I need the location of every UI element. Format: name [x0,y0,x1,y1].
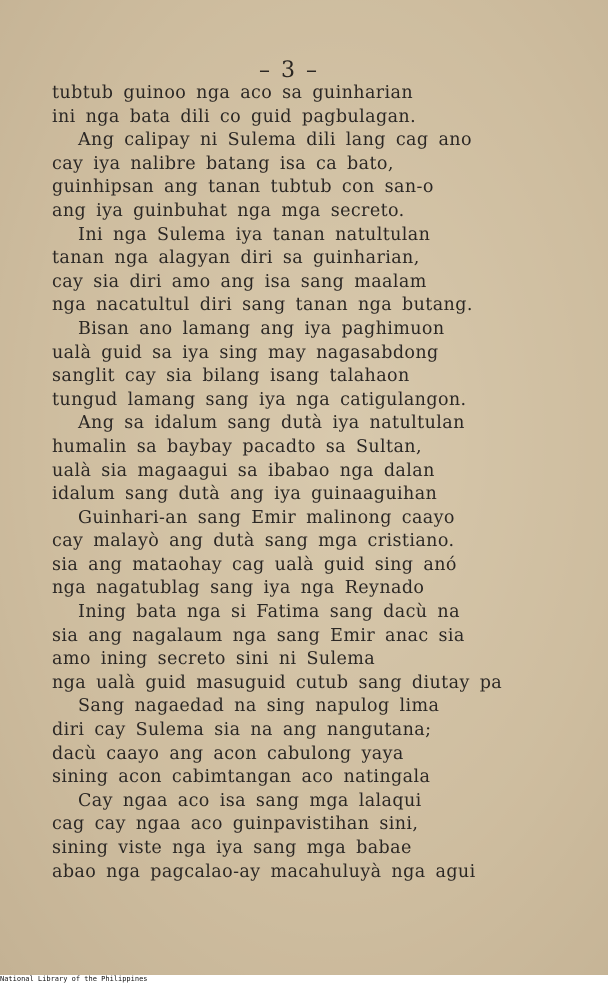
text-line: guinhipsan ang tanan tubtub con san-o [52,177,434,198]
text-line: cag cay ngaa aco guinpavistihan sini, [52,814,419,835]
text-line: cay iya nalibre batang isa ca bato, [52,153,394,174]
text-line: tungud lamang sang iya nga catigulangon. [52,389,467,410]
text-line: nga nacatultul diri sang tanan nga butang. [52,295,473,316]
text-line: Ang calipay ni Sulema dili lang cag ano [78,130,472,151]
text-line: idalum sang dutà ang iya guinaaguihan [52,484,438,505]
text-line: Ini nga Sulema iya tanan natultulan [78,224,431,245]
text-line: tanan nga alagyan diri sa guinharian, [52,248,420,269]
text-line: Guinhari-an sang Emir malinong caayo [78,507,455,528]
text-line: dacù caayo ang acon cabulong yaya [52,743,404,764]
text-line: Ining bata nga si Fatima sang dacù na [78,602,460,623]
verse-text [52,82,552,884]
text-line: ualà guid sa iya sing may nagasabdong [52,342,439,363]
text-line: sia ang nagalaum nga sang Emir anac sia [52,625,465,646]
text-line: tubtub guinoo nga aco sa guinharian [52,83,414,103]
text-line: amo ining secreto sini ni Sulema [52,649,376,670]
text-line: diri cay Sulema sia na ang nangutana; [52,720,432,741]
text-line: sanglit cay sia bilang isang talahaon [52,366,410,387]
text-line: cay malayò ang dutà sang mga cristiano. [52,531,455,552]
text-line: abao nga pagcalao-ay macahuluyà nga agui [52,861,476,882]
text-line: Cay ngaa aco isa sang mga lalaqui [78,790,422,811]
text-line: sia ang mataohay cag ualà guid sing anó [52,554,457,575]
text-line: sining viste nga iya sang mga babae [52,838,412,858]
text-line: cay sia diri amo ang isa sang maalam [52,271,427,292]
text-line: ang iya guinbuhat nga mga secreto. [52,200,405,221]
text-line: nga ualà guid masuguid cutub sang diutay pa [52,672,503,693]
library-credit: National Library of the Philippines [0,975,148,983]
text-line: ini nga bata dili co guid pagbulagan. [52,106,417,127]
text-line: nga nagatublag sang iya nga Reynado [52,578,425,599]
text-line: humalin sa baybay pacadto sa Sultan, [52,436,422,457]
text-line: Sang nagaedad na sing napulog lima [78,696,440,717]
page-number: – 3 – [259,58,319,83]
text-line: sining acon cabimtangan aco natingala [52,767,431,788]
text-line: Bisan ano lamang ang iya paghimuon [78,318,445,339]
text-line: ualà sia magaagui sa ibabao nga dalan [52,460,435,481]
text-line: Ang sa idalum sang dutà iya natultulan [78,413,465,434]
